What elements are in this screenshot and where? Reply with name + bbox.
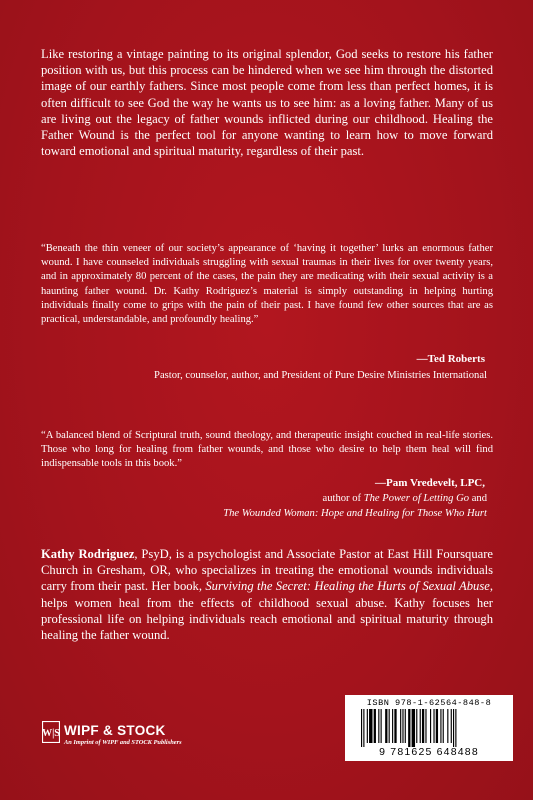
credit-book-title-1: The Power of Letting Go xyxy=(363,493,470,504)
credit-prefix: author of xyxy=(322,493,364,504)
publisher-name: WIPF & STOCK xyxy=(64,723,166,738)
barcode-bar xyxy=(420,709,421,743)
endorser-name-2: —Pam Vredevelt, LPC, xyxy=(375,477,485,489)
author-name: Kathy Rodriguez xyxy=(41,547,135,561)
endorser-credit-line-1 xyxy=(323,492,488,506)
barcode-bar xyxy=(361,709,362,747)
book-description: Like restoring a vintage painting to its original splendor, God seeks to restore his father position with us, but this process can be hindered when we see him through the distorted image of our earthly fathers. Since most people come from less than perfect homes, it is often difficult to see God the way he wants us to see him: as a loving father. Many of us are living out the legacy of father wounds inflicted during our childhood. Healing the Father Wound is the perfect tool for anyone wanting to learn how to move forward toward emotional and spiritual maturity, regardless of their past. xyxy=(41,47,493,159)
barcode-bar xyxy=(400,709,401,743)
barcode-bar xyxy=(394,709,396,743)
bio-book-title: Surviving the Secret: Healing the Hurts of Sexual Abuse xyxy=(205,579,490,594)
barcode-bar xyxy=(405,709,406,743)
credit-suffix: and xyxy=(469,493,487,504)
barcode-bar xyxy=(381,709,382,743)
publisher-logo-icon xyxy=(42,721,60,743)
credit-book-title-2: The Wounded Woman: Hope and Healing for Those Who Hurt xyxy=(223,508,487,519)
barcode-bar xyxy=(367,709,368,743)
publisher-imprint: An Imprint of WIPF and STOCK Publishers xyxy=(64,739,182,746)
endorsement-quote-1: “Beneath the thin veneer of our society’s appearance of ‘having it together’ lurks an enormous father wound. I have counseled individuals struggling with sexual traumas in their lives for over twenty years, and in approximately 80 percent of the cases, the pain they are medicating with their sexual activity is a haunting father wound. Dr. Kathy Rodriguez’s material is simply outstanding in helping hurting individuals finally come to grips with the pain of their past. I have found few other sources that are as practical, understandable, and profoundly healing.” xyxy=(41,243,493,326)
barcode-bar xyxy=(385,709,387,743)
bio-text-b: , helps women heal from the effects of childhood sexual abuse. Kathy focuses her professional life on helping individuals reach emotional and spiritual maturity through healing the father wound. xyxy=(41,579,493,643)
endorser-title-1: Pastor, counselor, author, and President of Pure Desire Ministries International xyxy=(154,370,487,381)
publisher-logo-text: W|S xyxy=(42,728,60,739)
barcode-bar xyxy=(408,709,410,747)
barcode-bars xyxy=(359,709,499,747)
isbn-label: ISBN 978-1-62564-848-8 xyxy=(366,698,492,708)
barcode-bar xyxy=(389,709,390,743)
barcode-bar xyxy=(443,709,444,743)
barcode-digits: 9 781625 648488 xyxy=(379,746,479,758)
bio-text-a: , PsyD, is a psychologist and Associate Pastor at East Hill Foursquare Church in Gresham, OR, who specializes in treating the emotional wounds individuals carry from their past. Her book, xyxy=(41,547,493,594)
barcode xyxy=(345,695,513,761)
barcode-bar xyxy=(453,709,454,747)
barcode-bar xyxy=(369,709,372,743)
barcode-bar xyxy=(447,709,448,743)
barcode-bar xyxy=(433,709,434,743)
barcode-bar xyxy=(430,709,431,743)
barcode-bar xyxy=(412,709,415,747)
barcode-bar xyxy=(436,709,438,743)
endorsement-quote-2: “A balanced blend of Scriptural truth, sound theology, and therapeutic insight couched in real-life stories. Those who long for healing from father wounds, and those who desire to help them heal will find indispensable tools in this book.” xyxy=(41,430,493,470)
barcode-bar xyxy=(440,709,441,743)
barcode-bar xyxy=(363,709,364,747)
author-bio xyxy=(41,546,493,643)
barcode-bar xyxy=(425,709,426,743)
barcode-bar xyxy=(402,709,403,743)
barcode-bar xyxy=(416,709,417,743)
endorser-credit-line-2 xyxy=(223,507,487,521)
barcode-bar xyxy=(422,709,424,743)
barcode-bar xyxy=(392,709,393,743)
barcode-bar xyxy=(451,709,452,743)
barcode-bar xyxy=(455,709,456,747)
barcode-bar xyxy=(378,709,379,743)
endorser-name-1: —Ted Roberts xyxy=(416,353,485,365)
barcode-bar xyxy=(374,709,376,743)
